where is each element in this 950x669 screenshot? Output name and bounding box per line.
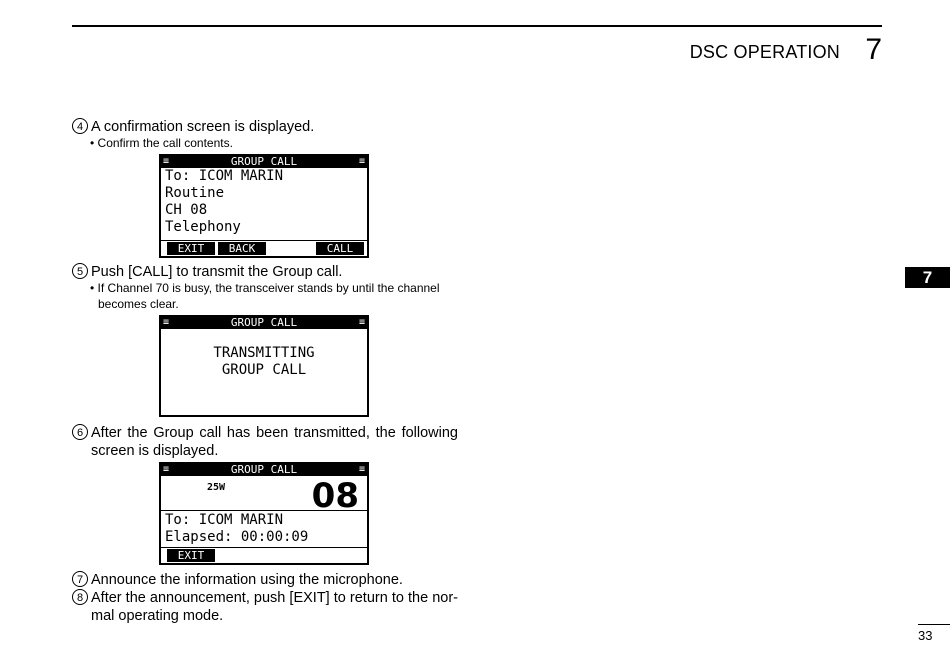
step-6 <box>72 424 458 460</box>
back-softkey[interactable]: BACK <box>218 242 266 255</box>
menu-bars-icon: ≡ <box>163 156 170 167</box>
lcd-title-bar <box>161 156 367 168</box>
lcd-line: Elapsed: 00:00:09 <box>165 529 309 545</box>
lcd-divider <box>161 510 367 511</box>
menu-bars-icon: ≡ <box>163 464 170 475</box>
step-number: 7 <box>72 571 88 587</box>
step-number: 5 <box>72 263 88 279</box>
step-text: After the Group call has been transmitted, the following screen is displayed. <box>91 425 458 459</box>
lcd-line: CH 08 <box>165 202 208 218</box>
menu-bars-icon: ≡ <box>358 464 365 475</box>
section-title: DSC OPERATION <box>689 42 840 62</box>
step-5-bullet <box>90 280 460 312</box>
lcd-title-bar <box>161 464 367 476</box>
call-softkey[interactable]: CALL <box>316 242 364 255</box>
step-4 <box>72 118 458 136</box>
step-text: Push [CALL] to transmit the Group call. <box>91 264 343 280</box>
lcd-title: GROUP CALL <box>230 463 298 476</box>
footer-rule <box>918 624 950 625</box>
lcd-line: To: ICOM MARIN <box>165 512 284 528</box>
lcd-line: GROUP CALL <box>221 362 307 378</box>
menu-bars-icon: ≡ <box>163 317 170 328</box>
power-level: 25W <box>207 482 226 493</box>
step-7 <box>72 571 458 589</box>
softkey-bar <box>161 547 367 563</box>
lcd-transmitting-screen <box>159 315 369 417</box>
step-8 <box>72 589 458 625</box>
step-number: 4 <box>72 118 88 134</box>
lcd-title: GROUP CALL <box>230 316 298 329</box>
lcd-confirm-screen <box>159 154 369 258</box>
softkey-bar <box>161 240 367 256</box>
step-number: 8 <box>72 589 88 605</box>
step-text: A confirmation screen is displayed. <box>91 119 315 135</box>
step-text: After the announcement, push [EXIT] to return to the nor-mal operating mode. <box>91 590 458 624</box>
step-5 <box>72 263 458 281</box>
exit-softkey[interactable]: EXIT <box>167 549 215 562</box>
page-number: 33 <box>918 628 933 643</box>
lcd-title: GROUP CALL <box>230 155 298 168</box>
lcd-line: To: ICOM MARIN <box>165 168 284 184</box>
menu-bars-icon: ≡ <box>358 156 365 167</box>
lcd-transmitted-screen <box>159 462 369 565</box>
exit-softkey[interactable]: EXIT <box>167 242 215 255</box>
lcd-line: Telephony <box>165 219 241 235</box>
step-number: 6 <box>72 424 88 440</box>
step-4-bullet <box>90 135 460 151</box>
channel-number: 08 <box>311 476 359 516</box>
top-rule <box>72 25 882 27</box>
bullet-text: • If Channel 70 is busy, the transceiver stands by until the channel becomes clear. <box>90 281 440 311</box>
lcd-line: TRANSMITTING <box>213 345 315 361</box>
step-text: Announce the information using the microphone. <box>91 572 403 588</box>
chapter-number: 7 <box>865 33 882 66</box>
chapter-tab: 7 <box>905 267 950 288</box>
bullet-text: • Confirm the call contents. <box>90 136 233 150</box>
lcd-line: Routine <box>165 185 225 201</box>
lcd-title-bar <box>161 317 367 329</box>
menu-bars-icon: ≡ <box>358 317 365 328</box>
